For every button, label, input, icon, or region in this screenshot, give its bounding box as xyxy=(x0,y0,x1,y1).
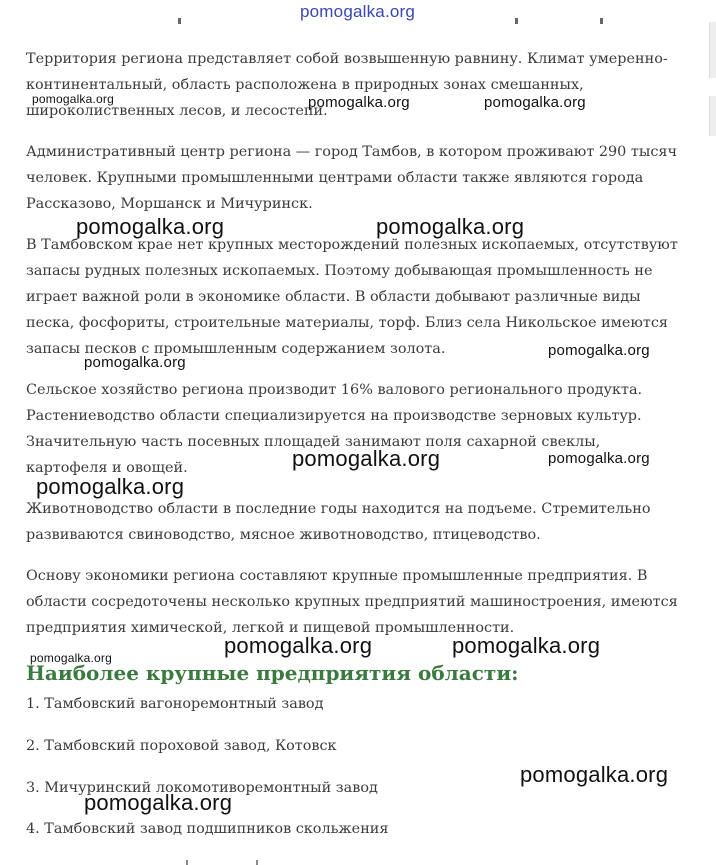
paragraph-mineral-resources: В Тамбовском крае нет крупных месторождений полезных ископаемых, отсутствуют запасы рудных полезных ископаемых. Поэтому добывающая промышленность не играет важной роли в экономике области. В области добывают различные виды песка, фосфориты, строительные материалы, торф. Близ села Никольское имеются запасы песков с промышленным содержанием золота. xyxy=(26,237,678,357)
watermark: pomogalka.org xyxy=(376,214,525,239)
paragraph-agriculture: Сельское хозяйство региона производит 16% валового регионального продукта. Растениеводство области специализируется на производстве зерновых культур. Значительную часть посевных площадей занимают поля сахарной свеклы, картофеля и овощей. xyxy=(26,382,643,476)
watermark: pomogalka.org xyxy=(520,762,669,787)
enterprises-heading: Наиболее крупные предприятия области: xyxy=(26,661,519,685)
cut-glyph xyxy=(600,18,603,24)
watermark: pomogalka.org xyxy=(548,450,650,467)
watermark: pomogalka.org xyxy=(452,633,601,658)
enterprise-item: 3. Мичуринский локомотиворемонтный завод xyxy=(26,780,378,796)
watermark: pomogalka.org xyxy=(32,92,114,106)
watermark: pomogalka.org xyxy=(76,214,225,239)
enterprise-item: 1. Тамбовский вагоноремонтный завод xyxy=(26,696,324,712)
cut-glyph xyxy=(256,860,258,865)
watermark: pomogalka.org xyxy=(300,2,416,21)
watermark: pomogalka.org xyxy=(308,94,410,111)
cut-glyph xyxy=(186,860,188,865)
side-scroll-marker xyxy=(709,22,716,78)
cut-glyph xyxy=(178,18,181,24)
paragraph-economy-base: Основу экономики региона составляют крупные промышленные предприятия. В области сосредоточены несколько крупных предприятий машиностроения, имеются предприятия химической, легкой и пищевой промышленности. xyxy=(26,568,678,636)
enterprise-item: 4. Тамбовский завод подшипников скольжения xyxy=(26,821,389,837)
paragraph-relief-climate: Территория региона представляет собой возвышенную равнину. Климат умеренно-континентальный, область расположена в природных зонах смешанных, широколиственных лесов, и лесостепи. xyxy=(26,51,668,119)
paragraph-admin-center: Административный центр региона — город Тамбов, в котором проживают 290 тысяч человек. Крупными промышленными центрами области также являются города Рассказово, Моршанск и Мичуринск. xyxy=(26,144,677,212)
watermark: pomogalka.org xyxy=(84,790,233,815)
watermark: pomogalka.org xyxy=(484,94,586,111)
watermark: pomogalka.org xyxy=(292,446,441,471)
enterprise-item: 2. Тамбовский пороховой завод, Котовск xyxy=(26,738,337,754)
cut-off-bottom-line xyxy=(26,856,286,865)
watermark: pomogalka.org xyxy=(224,633,373,658)
watermark: pomogalka.org xyxy=(548,342,650,359)
side-scroll-marker xyxy=(709,96,716,136)
cut-glyph xyxy=(515,18,518,24)
watermark: pomogalka.org xyxy=(36,474,185,499)
paragraph-livestock: Животноводство области в последние годы находится на подъеме. Стремительно развиваются свиноводство, мясное животноводство, птицеводство. xyxy=(26,501,651,543)
watermark: pomogalka.org xyxy=(84,354,186,371)
watermark: pomogalka.org xyxy=(30,651,112,665)
